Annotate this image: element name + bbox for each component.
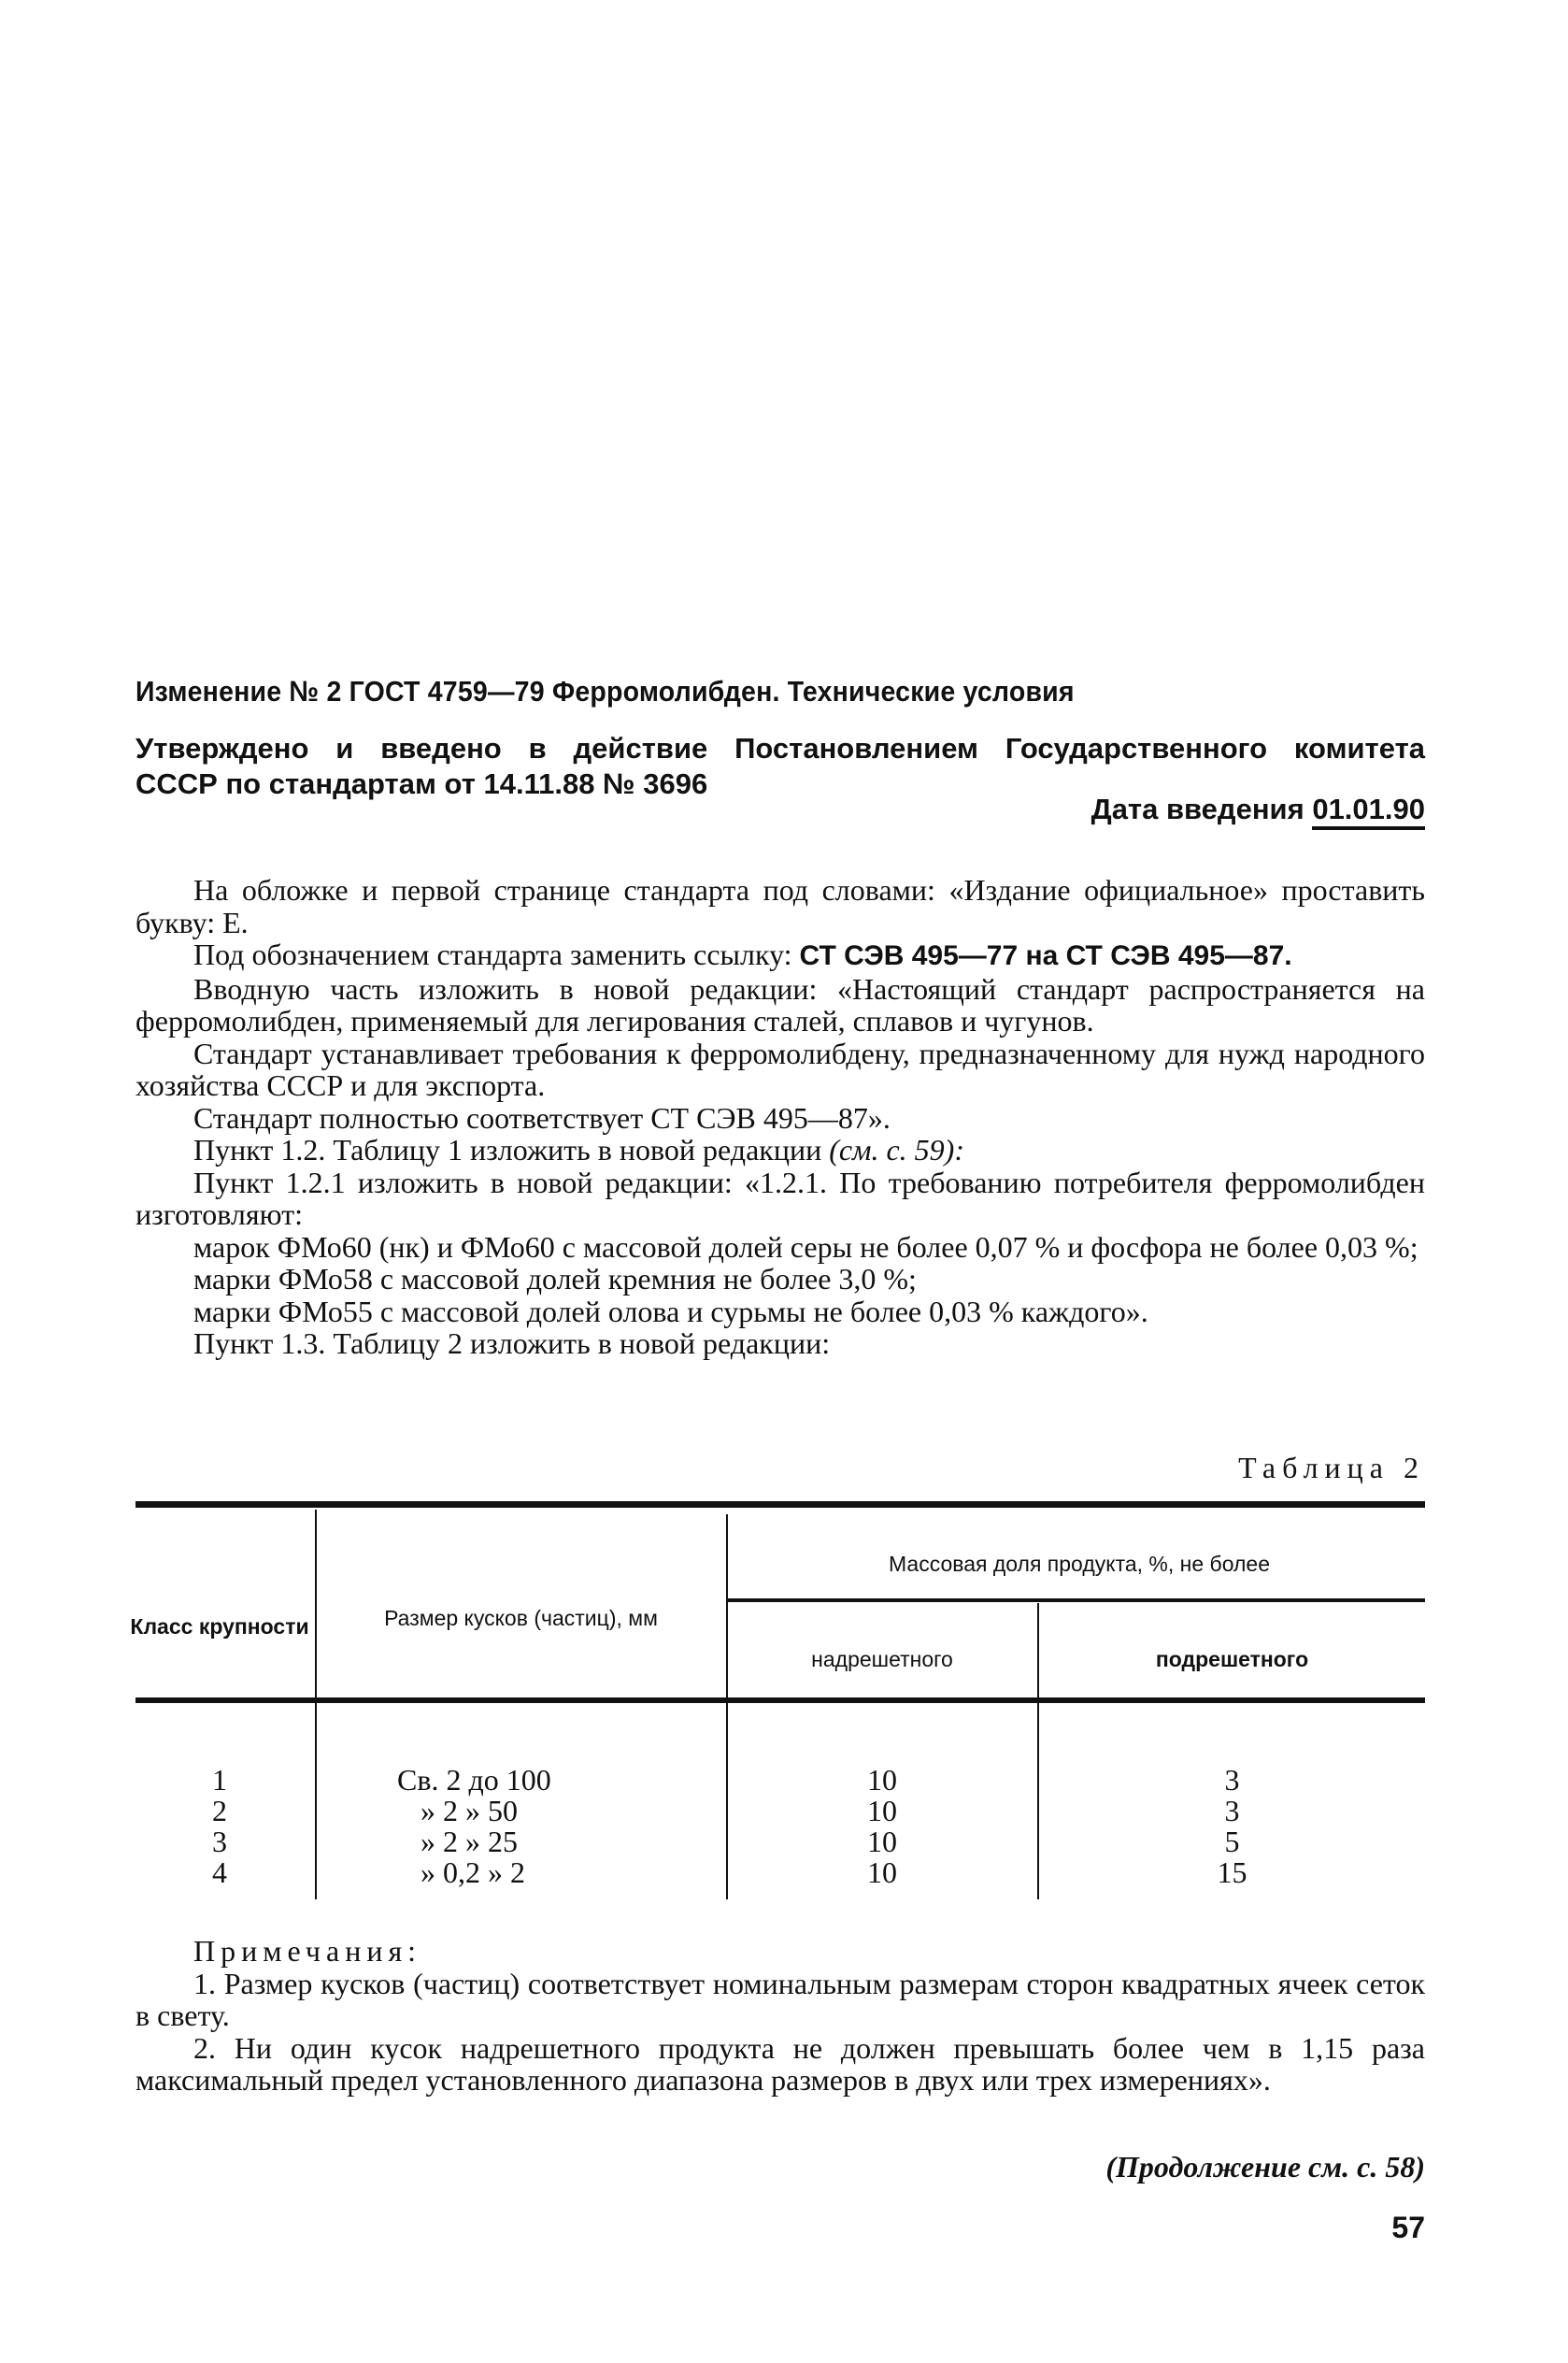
cell-under: 5 xyxy=(1224,1825,1240,1858)
paragraph: Стандарт полностью соответствует СТ СЭВ 495—87». xyxy=(193,1100,891,1135)
cell-over: 10 xyxy=(867,1855,897,1889)
cell-class: 1 xyxy=(212,1763,227,1797)
effective-date-value: 01.01.90 xyxy=(1312,793,1425,830)
paragraph: Стандарт устанавливает требования к ферромолибдену, предназначенному для нужд народного хозяйства СССР и для экспорта. xyxy=(135,1036,1425,1102)
cell-class: 2 xyxy=(212,1794,227,1827)
paragraph-text: Под обозначением стандарта заменить ссылку: xyxy=(193,938,800,971)
cell-under: 15 xyxy=(1217,1855,1247,1889)
approval-line-1: Утверждено и введено в действие Постановлением Государственного комитета xyxy=(135,732,1425,765)
paragraph: марки ФМо58 с массовой долей кремния не более 3,0 %; xyxy=(193,1262,917,1296)
cell-size: » 0,2 » 2 xyxy=(421,1855,525,1889)
approval-line-2: СССР по стандартам от 14.11.88 № 3696 xyxy=(135,767,708,800)
table-subheader-rule xyxy=(726,1598,1425,1602)
column-divider xyxy=(315,1703,317,1899)
amendment-body xyxy=(135,874,1425,1360)
effective-date-label: Дата введения xyxy=(1090,793,1313,825)
table-caption: Таблица 2 xyxy=(1238,1451,1425,1484)
page-reference: (см. с. 59): xyxy=(829,1133,964,1167)
amendment-title: Изменение № 2 ГОСТ 4759—79 Ферромолибден. Технические условия xyxy=(135,675,1075,708)
paragraph: марок ФМо60 (нк) и ФМо60 с массовой долей серы не более 0,07 % и фосфора не более 0,03 %; xyxy=(193,1229,1418,1264)
paragraph xyxy=(135,938,1425,973)
page-number: 57 xyxy=(1391,2211,1425,2244)
paragraph: Пункт 1.3. Таблицу 2 изложить в новой редакции: xyxy=(193,1326,831,1360)
continuation-note: (Продолжение см. с. 58) xyxy=(1105,2150,1425,2184)
standard-reference: СТ СЭВ 495—77 на СТ СЭВ 495—87. xyxy=(799,940,1292,971)
header-mass-fraction: Массовая доля продукта, %, не более xyxy=(888,1552,1271,1576)
note-item: 2. Ни один кусок надрешетного продукта не должен превышать более чем в 1,15 раза максимальный предел установленного диапазона размеров в двух или трех измерениях». xyxy=(135,2030,1425,2097)
effective-date xyxy=(1091,793,1425,826)
paragraph: Пункт 1.2.1 изложить в новой редакции: «1.2.1. По требованию потребителя ферромолибден изготовляют: xyxy=(135,1165,1425,1231)
paragraph: На обложке и первой странице стандарта под словами: «Издание официальное» проставить букву: Е. xyxy=(135,873,1425,939)
paragraph xyxy=(135,1134,1425,1167)
header-under-sieve: подрешетного xyxy=(1155,1647,1309,1671)
cell-over: 10 xyxy=(867,1794,897,1827)
table-header-rule xyxy=(135,1697,1425,1703)
paragraph-text: Пункт 1.2. Таблицу 1 изложить в новой редакции xyxy=(193,1133,830,1167)
column-divider xyxy=(726,1514,728,1699)
note-item: 1. Размер кусков (частиц) соответствует номинальным размерам сторон квадратных ячеек сеток в свету. xyxy=(135,1966,1425,2032)
table-top-rule xyxy=(135,1501,1425,1508)
paragraph: Вводную часть изложить в новой редакции: «Настоящий стандарт распространяется на ферромолибден, применяемый для легирования сталей, сплавов и чугунов. xyxy=(135,971,1425,1038)
header-size: Размер кусков (частиц), мм xyxy=(384,1606,658,1630)
header-over-sieve: надрешетного xyxy=(811,1647,953,1671)
paragraph: марки ФМо55 с массовой долей олова и сурьмы не более 0,03 % каждого». xyxy=(193,1294,1148,1328)
cell-class: 4 xyxy=(212,1855,227,1889)
table-notes xyxy=(135,1935,1425,2097)
notes-heading-text: Примечания: xyxy=(193,1934,422,1968)
cell-under: 3 xyxy=(1224,1794,1240,1827)
cell-under: 3 xyxy=(1224,1763,1240,1797)
cell-size: » 2 » 50 xyxy=(421,1794,518,1827)
cell-class: 3 xyxy=(212,1825,227,1858)
approval-statement xyxy=(135,731,1425,802)
cell-over: 10 xyxy=(867,1763,897,1797)
cell-size: » 2 » 25 xyxy=(421,1825,518,1858)
column-divider xyxy=(315,1510,317,1699)
cell-size: Св. 2 до 100 xyxy=(397,1763,551,1797)
notes-heading xyxy=(135,1935,1425,1968)
cell-over: 10 xyxy=(867,1825,897,1858)
header-class: Класс крупности xyxy=(130,1614,309,1639)
